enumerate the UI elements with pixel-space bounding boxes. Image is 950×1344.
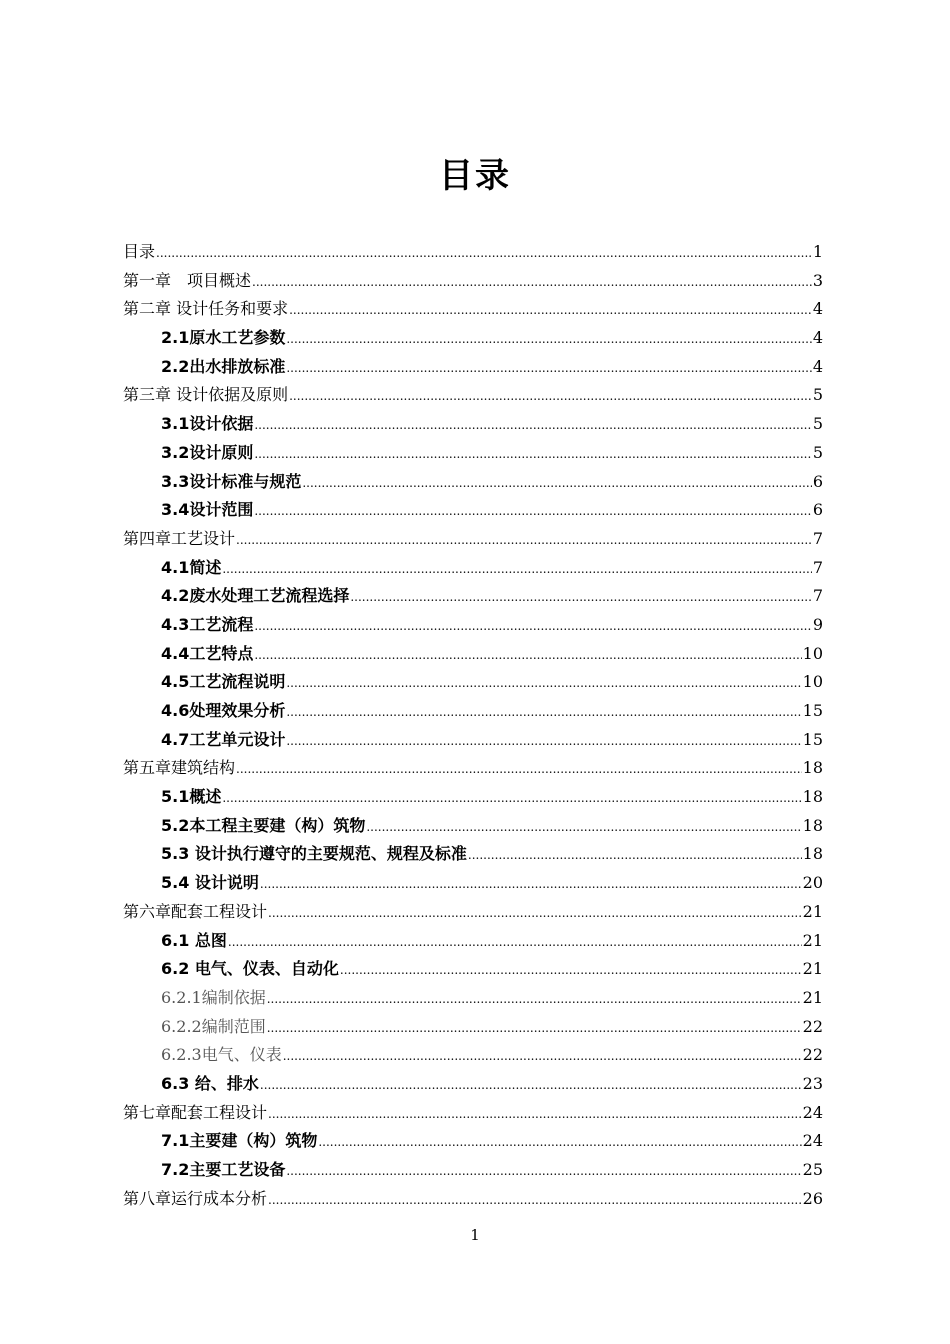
toc-dot-leader <box>254 411 811 440</box>
toc-dot-leader <box>156 239 812 268</box>
toc-dot-leader <box>302 469 811 498</box>
toc-dot-leader <box>468 841 802 870</box>
toc-entry-label: 第五章建筑结构 <box>123 758 236 778</box>
page-title: 目录 <box>439 156 511 196</box>
toc-dot-leader <box>254 641 801 670</box>
toc-dot-leader <box>236 526 812 555</box>
toc-entry-label: 6.2 电气、仪表、自动化 <box>161 959 339 979</box>
toc-entry[interactable] <box>123 1099 823 1128</box>
toc-entry-page: 5 <box>812 385 823 405</box>
toc-entry[interactable] <box>123 324 823 353</box>
toc-entry-label: 4.7工艺单元设计 <box>161 729 286 749</box>
toc-dot-leader <box>267 985 802 1014</box>
toc-entry-label: 第二章 设计任务和要求 <box>123 299 289 319</box>
toc-entry[interactable] <box>123 353 823 382</box>
toc-entry-label: 4.6处理效果分析 <box>161 701 286 720</box>
toc-dot-leader <box>366 813 801 842</box>
toc-dot-leader <box>254 497 811 526</box>
toc-entry-page: 10 <box>802 672 823 692</box>
toc-dot-leader <box>236 755 802 784</box>
toc-entry-page: 4 <box>812 299 823 319</box>
toc-entry-label: 4.5工艺流程说明 <box>161 672 286 692</box>
toc-entry[interactable] <box>123 1156 823 1185</box>
toc-dot-leader <box>252 268 812 297</box>
toc-dot-leader <box>286 325 811 354</box>
toc-entry-page: 6 <box>812 471 823 491</box>
toc-entry[interactable] <box>123 984 823 1013</box>
toc-entry-label: 6.2.3电气、仪表 <box>161 1045 282 1065</box>
toc-entry[interactable] <box>123 267 823 296</box>
toc-entry[interactable] <box>123 898 823 927</box>
toc-entry-label: 4.1简述 <box>161 557 222 577</box>
toc-dot-leader <box>267 1014 802 1043</box>
toc-entry[interactable] <box>123 1185 823 1214</box>
toc-entry[interactable] <box>123 840 823 869</box>
toc-entry-label: 7.2主要工艺设备 <box>161 1160 286 1179</box>
toc-entry-page: 7 <box>812 586 823 606</box>
toc-dot-leader <box>222 555 811 584</box>
toc-entry-page: 21 <box>802 987 823 1007</box>
toc-entry-page: 7 <box>812 528 823 548</box>
toc-entry-page: 24 <box>802 1131 823 1151</box>
toc-entry-label: 6.1 总图 <box>161 930 227 950</box>
toc-entry-label: 第一章 项目概述 <box>123 270 252 290</box>
toc-entry[interactable] <box>123 955 823 984</box>
toc-dot-leader <box>260 1071 802 1100</box>
toc-entry-page: 3 <box>812 270 823 290</box>
toc-entry-page: 18 <box>802 815 823 835</box>
toc-entry-label: 6.2.2编制范围 <box>161 1016 266 1036</box>
toc-entry-label: 5.3 设计执行遵守的主要规范、规程及标准 <box>161 844 467 864</box>
toc-dot-leader <box>222 784 801 813</box>
toc-entry-page: 5 <box>812 414 823 434</box>
toc-dot-leader <box>318 1128 801 1157</box>
toc-entry[interactable] <box>123 1041 823 1070</box>
toc-entry[interactable] <box>123 468 823 497</box>
toc-entry-page: 6 <box>812 500 823 520</box>
page-number: 1 <box>470 1226 480 1244</box>
toc-entry-label: 3.4设计范围 <box>161 500 254 520</box>
toc-entry-page: 21 <box>802 959 823 979</box>
toc-entry[interactable] <box>123 783 823 812</box>
toc-entry-page: 24 <box>802 1102 823 1122</box>
toc-entry-label: 5.2本工程主要建（构）筑物 <box>161 815 366 835</box>
toc-entry-label: 4.4工艺特点 <box>161 643 254 663</box>
toc-dot-leader <box>289 296 812 325</box>
toc-entry-page: 7 <box>812 557 823 577</box>
toc-entry-page: 22 <box>802 1016 823 1036</box>
toc-entry[interactable] <box>123 640 823 669</box>
toc-dot-leader <box>268 1100 802 1129</box>
toc-dot-leader <box>268 899 802 928</box>
toc-dot-leader <box>228 928 802 957</box>
toc-dot-leader <box>254 612 811 641</box>
toc-dot-leader <box>286 1157 801 1186</box>
toc-entry-label: 3.2设计原则 <box>161 442 254 462</box>
toc-entry-page: 22 <box>802 1045 823 1065</box>
toc-entry[interactable] <box>123 754 823 783</box>
toc-entry-page: 21 <box>802 930 823 950</box>
toc-dot-leader <box>260 870 802 899</box>
toc-entry-label: 4.2废水处理工艺流程选择 <box>161 586 350 606</box>
toc-dot-leader <box>350 583 811 612</box>
toc-entry-page: 5 <box>812 442 823 462</box>
toc-entry-label: 3.3设计标准与规范 <box>161 471 302 491</box>
toc-entry[interactable] <box>123 1013 823 1042</box>
toc-entry-label: 2.2出水排放标准 <box>161 356 286 376</box>
toc-entry[interactable] <box>123 238 823 267</box>
toc-entry-page: 15 <box>802 701 823 720</box>
toc-entry[interactable] <box>123 869 823 898</box>
toc-entry-label: 5.4 设计说明 <box>161 873 259 893</box>
toc-entry-page: 4 <box>812 328 823 348</box>
toc-dot-leader <box>268 1186 802 1215</box>
toc-entry-page: 20 <box>802 873 823 893</box>
toc-entry-page: 10 <box>802 643 823 663</box>
toc-entry-label: 5.1概述 <box>161 787 222 807</box>
toc-entry-label: 第四章工艺设计 <box>123 528 236 548</box>
toc-entry[interactable] <box>123 496 823 525</box>
toc-entry-label: 6.2.1编制依据 <box>161 987 266 1007</box>
toc-entry-label: 第八章运行成本分析 <box>123 1188 268 1208</box>
toc-entry[interactable] <box>123 381 823 410</box>
toc-entry-page: 9 <box>812 614 823 634</box>
toc-entry-page: 21 <box>802 901 823 921</box>
toc-entry[interactable] <box>123 812 823 841</box>
toc-entry-label: 目录 <box>123 242 156 261</box>
toc-entry-label: 7.1主要建（构）筑物 <box>161 1131 318 1151</box>
toc-entry[interactable] <box>123 295 823 324</box>
toc-entry-page: 4 <box>812 356 823 376</box>
toc-dot-leader <box>340 956 802 985</box>
toc-entry[interactable] <box>123 611 823 640</box>
toc-entry-page: 18 <box>802 758 823 778</box>
toc-entry-label: 3.1设计依据 <box>161 414 254 434</box>
toc-dot-leader <box>283 1042 802 1071</box>
toc-entry-page: 15 <box>802 729 823 749</box>
toc-dot-leader <box>286 354 811 383</box>
toc-entry-page: 25 <box>802 1160 823 1179</box>
toc-entry-page: 26 <box>802 1188 823 1208</box>
toc-dot-leader <box>286 669 801 698</box>
toc-entry[interactable] <box>123 525 823 554</box>
toc-entry-page: 18 <box>802 844 823 864</box>
toc-entry[interactable] <box>123 726 823 755</box>
toc-dot-leader <box>254 440 811 469</box>
toc-entry-label: 第三章 设计依据及原则 <box>123 385 289 405</box>
toc-entry[interactable] <box>123 697 823 726</box>
toc-entry-label: 4.3工艺流程 <box>161 614 254 634</box>
toc-entry[interactable] <box>123 927 823 956</box>
table-of-contents <box>123 238 823 1213</box>
toc-entry-page: 18 <box>802 787 823 807</box>
toc-entry[interactable] <box>123 668 823 697</box>
toc-entry-label: 6.3 给、排水 <box>161 1073 259 1093</box>
toc-entry[interactable] <box>123 554 823 583</box>
toc-entry-label: 2.1原水工艺参数 <box>161 328 286 348</box>
toc-entry[interactable] <box>123 1070 823 1099</box>
toc-entry[interactable] <box>123 439 823 468</box>
toc-entry-page: 23 <box>802 1073 823 1093</box>
toc-dot-leader <box>286 698 801 727</box>
toc-entry[interactable] <box>123 410 823 439</box>
toc-entry[interactable] <box>123 582 823 611</box>
toc-dot-leader <box>289 382 812 411</box>
toc-entry-label: 第六章配套工程设计 <box>123 901 268 921</box>
toc-entry-page: 1 <box>812 242 823 261</box>
toc-entry[interactable] <box>123 1127 823 1156</box>
toc-entry-label: 第七章配套工程设计 <box>123 1102 268 1122</box>
toc-dot-leader <box>286 727 801 756</box>
